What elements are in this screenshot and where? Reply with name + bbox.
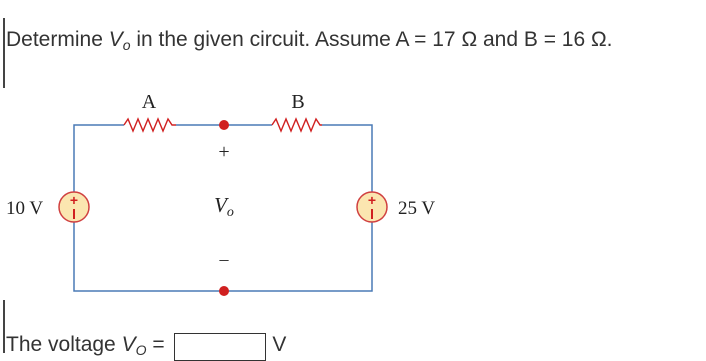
left-margin-rule-bottom [3,300,5,353]
voltage-source-left [59,192,89,222]
resistor-a-label: A [141,91,157,113]
vo-terminal-bottom [219,286,229,296]
circuit-diagram [0,85,706,300]
answer-row: The voltage $V_O = V$ [6,333,286,361]
svg-text:+: + [69,192,79,208]
answer-input[interactable] [174,333,266,361]
answer-unit: V [272,333,287,356]
source-right-label: 25 V [398,198,436,219]
svg-text:+: + [367,192,377,208]
voltage-source-right [357,192,387,222]
question-text: Determine $V_o$ in the given circuit. Assume A = 17 Ω and B = 16 Ω. [6,28,613,53]
vo-terminal-top [219,120,229,130]
vo-plus-sign: + [218,141,230,163]
resistor-a [124,119,176,131]
vo-minus-sign: – [219,249,229,269]
resistor-b [272,119,322,131]
vo-label: Vo [214,193,234,220]
resistor-b-label: B [291,91,305,113]
source-left-label: 10 V [6,198,44,219]
left-margin-rule [3,18,5,88]
